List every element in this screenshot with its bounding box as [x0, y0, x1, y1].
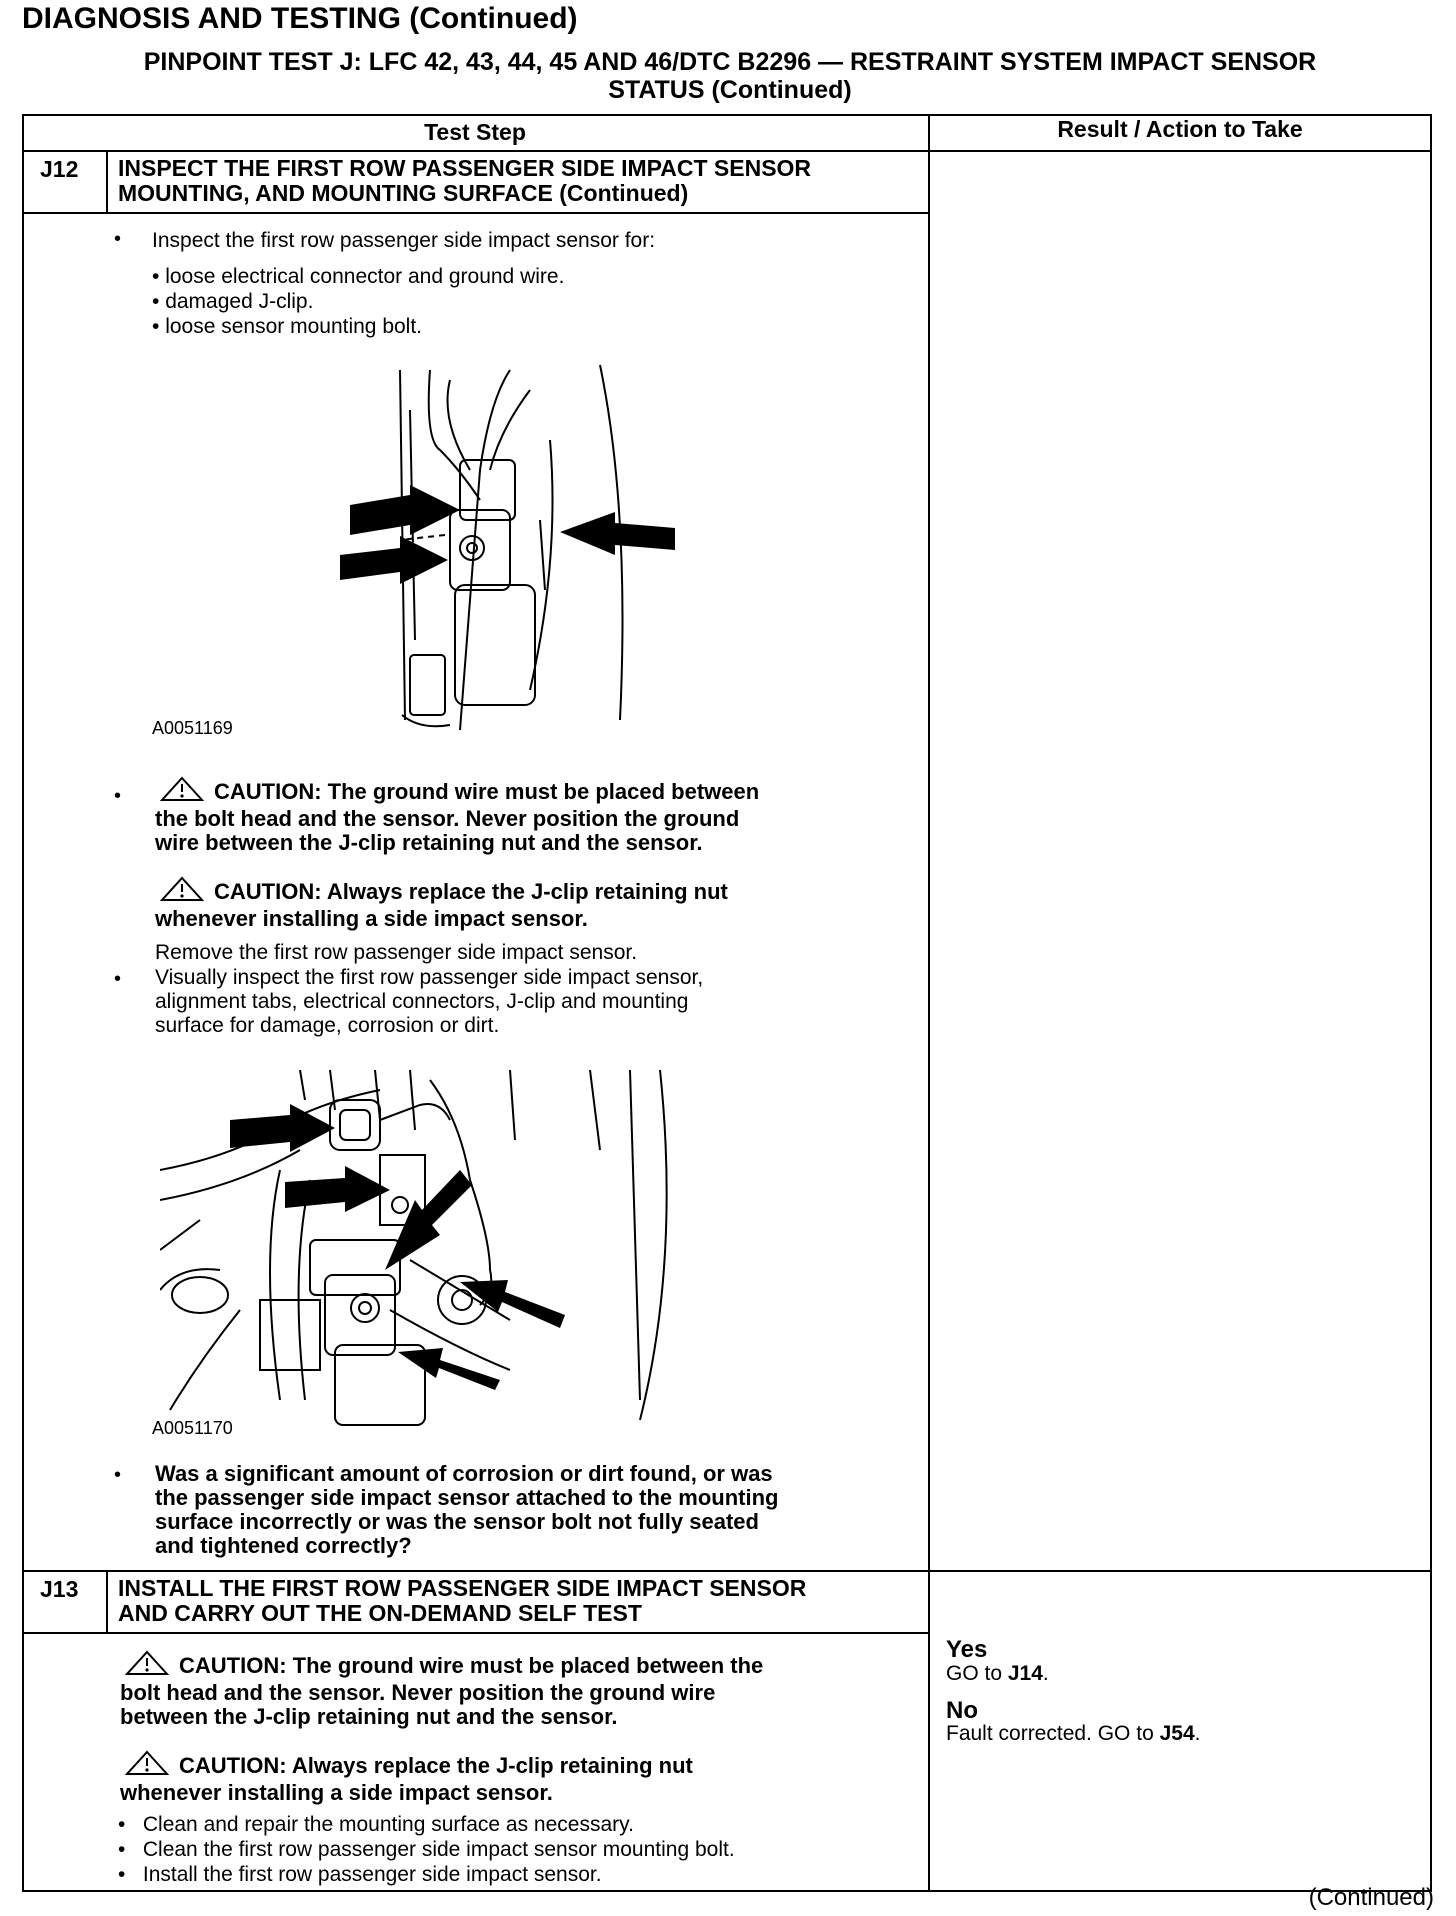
result-yes-label: Yes [946, 1636, 988, 1663]
pinpoint-test-title [40, 48, 1420, 104]
test-title-line2: STATUS (Continued) [608, 76, 852, 104]
divider-id-column-j13 [106, 1572, 108, 1634]
step-title-j13 [118, 1576, 806, 1626]
caution-triangle-icon [125, 1650, 169, 1681]
result-no-label: No [946, 1697, 978, 1724]
bullet: • [114, 785, 122, 807]
result-no-action: Fault corrected. GO to J54. [946, 1722, 1201, 1745]
caution-jclip-j12: CAUTION: Always replace the J-clip retaining nut whenever installing a side impact sensor. [155, 876, 728, 931]
inspect-intro: Inspect the first row passenger side impact sensor for: [152, 229, 656, 252]
figure-mounting-surface [160, 1060, 720, 1430]
result-yes-action: GO to J14. [946, 1662, 1049, 1685]
bullet: • [114, 1464, 122, 1486]
j12-title-line2: MOUNTING, AND MOUNTING SURFACE (Continued) [118, 180, 689, 206]
caution-triangle-icon [125, 1750, 169, 1781]
caution-triangle-icon [160, 776, 204, 807]
j13-steps [118, 1812, 735, 1887]
list-item: • Install the first row passenger side impact sensor. [118, 1863, 602, 1886]
list-item: • loose electrical connector and ground wire. [152, 265, 565, 288]
figure1-label: A0051169 [152, 718, 233, 738]
list-item: • damaged J-clip. [152, 290, 314, 313]
bullet: • [114, 968, 122, 990]
j13-title-line1: INSTALL THE FIRST ROW PASSENGER SIDE IMPACT SENSOR [118, 1575, 807, 1601]
j12-title-rule [22, 212, 930, 214]
divider-id-column-j12 [106, 152, 108, 214]
inspect-list [152, 264, 564, 339]
bullet: • [114, 228, 122, 250]
j13-title-rule [22, 1632, 930, 1634]
list-item: • loose sensor mounting bolt. [152, 315, 423, 338]
column-header-test-step: Test Step [424, 119, 526, 145]
column-header-result: Result / Action to Take [1057, 116, 1303, 142]
list-item: • Clean the first row passenger side impact sensor mounting bolt. [118, 1838, 735, 1861]
caution-triangle-icon [160, 876, 204, 907]
step-id-j13: J13 [40, 1576, 79, 1602]
caution-jclip-j13: CAUTION: Always replace the J-clip retaining nut whenever installing a side impact sensor. [120, 1750, 693, 1805]
j13-title-line2: AND CARRY OUT THE ON-DEMAND SELF TEST [118, 1600, 642, 1626]
continued-footer: (Continued) [1308, 1884, 1434, 1911]
step-id-j12: J12 [40, 156, 79, 182]
question-text-j12: Was a significant amount of corrosion or dirt found, or was the passenger side impact sensor attached to the mounting surface incorrectly or was the sensor bolt not fully seated and tightened correctly? [155, 1461, 779, 1558]
figure-sensor-mounting [330, 360, 690, 740]
j13-top-rule [22, 1570, 1432, 1572]
step-title-j12 [118, 156, 811, 206]
test-title-line1: PINPOINT TEST J: LFC 42, 43, 44, 45 AND 46/DTC B2296 — RESTRAINT SYSTEM IMPACT SENSOR [143, 48, 1317, 76]
j12-title-line1: INSPECT THE FIRST ROW PASSENGER SIDE IMPACT SENSOR [118, 155, 812, 181]
divider-result-column [928, 114, 930, 1892]
list-item: • Clean and repair the mounting surface as necessary. [118, 1813, 634, 1836]
header-row-rule [22, 150, 1432, 152]
figure2-label: A0051170 [152, 1418, 233, 1438]
caution-ground-wire-j13: CAUTION: The ground wire must be placed between the bolt head and the sensor. Never position the ground wire between the J-clip retaining nut and the sensor. [120, 1650, 763, 1729]
section-title: DIAGNOSIS AND TESTING (Continued) [22, 2, 578, 35]
caution-ground-wire-j12: CAUTION: The ground wire must be placed between the bolt head and the sensor. Never position the ground wire between the J-clip retaining nut and the sensor. [155, 776, 759, 855]
remove-sensor-text: Remove the first row passenger side impact sensor. [155, 941, 638, 964]
visual-inspect-text: Visually inspect the first row passenger side impact sensor, alignment tabs, electrical connectors, J-clip and mounting surface for damage, corrosion or dirt. [155, 966, 704, 1037]
